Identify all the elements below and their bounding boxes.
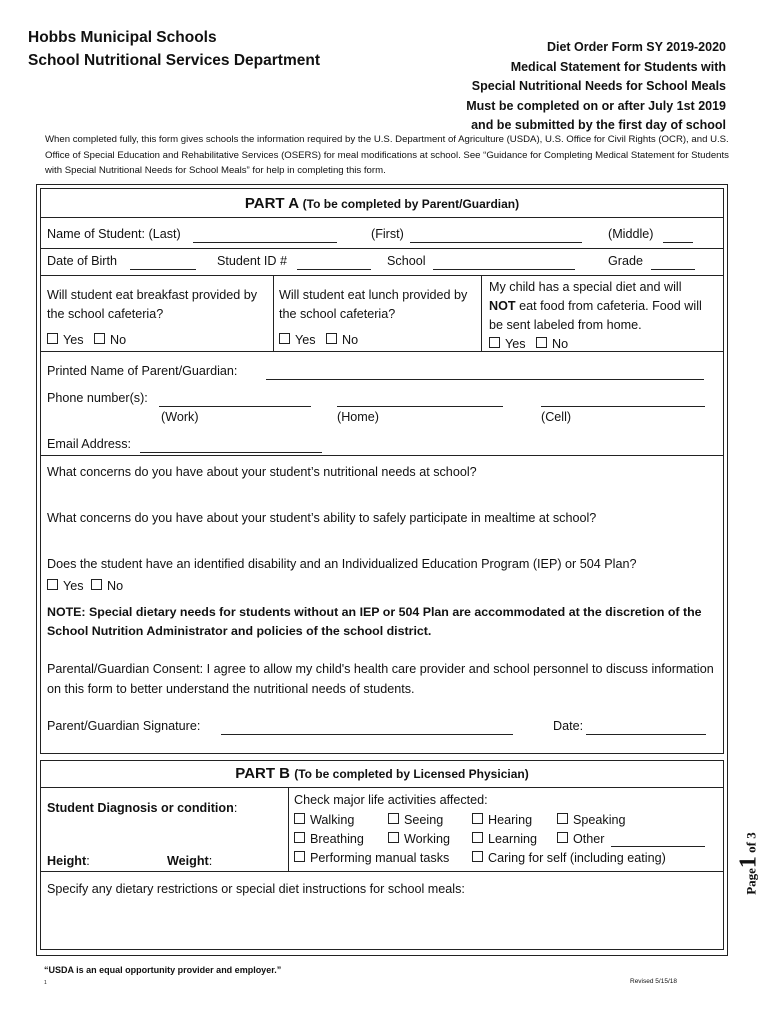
part-b-header [41,765,723,782]
special-diet-no-label: No [552,337,569,351]
activity-other: Other [557,832,605,846]
iep-question: Does the student have an identified disability and an Individualized Education Program (IEP) or 504 Plan? [47,557,637,571]
manual-tasks-checkbox[interactable] [294,851,305,862]
cell-phone-field[interactable] [541,406,705,407]
other-activity-field[interactable] [611,846,705,847]
email-field[interactable] [140,452,322,453]
home-label: (Home) [337,410,379,424]
breakfast-yes-label: Yes [63,333,84,347]
caring-for-self-checkbox[interactable] [472,851,483,862]
height-label: Height: [47,854,90,868]
activity-speaking: Speaking [557,813,626,827]
lunch-yes-checkbox[interactable] [279,333,290,344]
activity-walking: Walking [294,813,354,827]
activity-caring-for-self: Caring for self (including eating) [472,851,666,865]
nutritional-concerns-question: What concerns do you have about your student’s nutritional needs at school? [47,465,477,479]
iep-yes-label: Yes [63,579,84,593]
signature-field[interactable] [221,734,513,735]
student-id-label: Student ID # [217,254,288,268]
part-b-section [40,760,724,950]
date-label: Date: [553,719,584,733]
work-phone-field[interactable] [159,406,311,407]
school-field[interactable] [433,269,575,270]
special-diet-question [489,278,707,335]
lunch-no-label: No [342,333,359,347]
weight-label: Weight: [167,854,213,868]
breakfast-question: Will student eat breakfast provided by the school cafeteria? [47,288,258,321]
part-a-section [40,188,724,754]
phone-label: Phone number(s): [47,391,148,405]
date-field[interactable] [586,734,706,735]
breathing-checkbox[interactable] [294,832,305,843]
title-line-5: and be submitted by the first day of school [471,118,726,132]
org-line-2: School Nutritional Services Department [28,52,320,69]
usda-statement: “USDA is an equal opportunity provider and employer.” [44,965,282,975]
part-b-subtitle: (To be completed by Licensed Physician) [294,767,529,781]
other-checkbox[interactable] [557,832,568,843]
form-title [466,38,726,136]
special-diet-options [489,337,568,351]
parent-name-label: Printed Name of Parent/Guardian: [47,364,238,378]
part-a-title: PART A [244,195,299,212]
student-middle-name-label: (Middle) [608,227,654,241]
special-diet-part-2: eat food from cafeteria. Food will be sent labeled from home. [489,299,702,332]
activity-breathing: Breathing [294,832,364,846]
hearing-checkbox[interactable] [472,813,483,824]
breakfast-yes-checkbox[interactable] [47,333,58,344]
title-line-1: Diet Order Form SY 2019-2020 [546,40,726,54]
grade-field[interactable] [651,269,695,270]
form-frame [36,184,728,956]
activity-learning: Learning [472,832,537,846]
title-line-2: Medical Statement for Students with [510,59,726,74]
footer-small-mark: 1 [44,980,47,986]
special-diet-yes-label: Yes [505,337,526,351]
student-last-name-label: Name of Student: (Last) [47,227,181,241]
home-phone-field[interactable] [337,406,503,407]
part-a-subtitle: (To be completed by Parent/Guardian) [302,197,520,211]
dob-label: Date of Birth [47,254,117,268]
breakfast-no-label: No [110,333,127,347]
title-line-3: Special Nutritional Needs for School Meals [471,79,726,93]
org-name [28,26,320,72]
iep-yes-checkbox[interactable] [47,579,58,590]
revised-date: Revised 5/15/18 [630,978,677,985]
part-b-title: PART B [235,765,291,782]
student-last-name-field[interactable] [193,242,337,243]
activity-seeing: Seeing [388,813,443,827]
seeing-checkbox[interactable] [388,813,399,824]
walking-checkbox[interactable] [294,813,305,824]
student-first-name-label: (First) [371,227,404,241]
lunch-options [279,333,358,347]
speaking-checkbox[interactable] [557,813,568,824]
special-diet-yes-checkbox[interactable] [489,337,500,348]
lunch-yes-label: Yes [295,333,316,347]
learning-checkbox[interactable] [472,832,483,843]
iep-options [47,579,123,593]
page-number [734,820,764,910]
title-line-4: Must be completed on or after July 1st 2019 [466,98,726,113]
intro-paragraph: When completed fully, this form gives schools the information required by the U.S. Department of Agriculture (USDA), U.S. Office for Civil Rights (OCR), and U.S. Office of Special Education and Rehabilitative Services (OSERS) for meal modifications at school. See “Guidance for Completing Medical Statement for Students with Special Nutritional Needs for School Meals” for help in completing this form. [45,134,729,176]
grade-label: Grade [608,254,644,268]
special-diet-no-checkbox[interactable] [536,337,547,348]
breakfast-options [47,333,126,347]
page-current: 1 [735,856,762,869]
org-line-1: Hobbs Municipal Schools [28,29,217,46]
parent-name-field[interactable] [266,379,704,380]
school-label: School [387,254,426,268]
dietary-restrictions-label: Specify any dietary restrictions or special diet instructions for school meals: [47,882,465,896]
iep-no-checkbox[interactable] [91,579,102,590]
iep-note: NOTE: Special dietary needs for students without an IEP or 504 Plan are accommodated at the discretion of the School Nutrition Administrator and policies of the school district. [47,605,702,638]
lunch-question: Will student eat lunch provided by the school cafeteria? [279,288,468,321]
consent-statement: Parental/Guardian Consent: I agree to allow my child's health care provider and school personnel to discuss information on this form to better understand the nutritional needs of students. [47,662,714,696]
part-a-header [41,195,723,212]
activities-label: Check major life activities affected: [294,793,488,807]
student-id-field[interactable] [297,269,371,270]
page-word: Page [743,868,759,895]
lunch-no-checkbox[interactable] [326,333,337,344]
activity-hearing: Hearing [472,813,532,827]
student-first-name-field[interactable] [410,242,582,243]
page-total: of 3 [743,832,759,853]
special-diet-part-1: My child has a special diet and will [489,280,682,294]
cell-label: (Cell) [541,410,572,424]
signature-label: Parent/Guardian Signature: [47,719,201,733]
student-middle-name-field[interactable] [663,242,693,243]
email-label: Email Address: [47,437,131,451]
iep-no-label: No [107,579,124,593]
work-label: (Work) [161,410,199,424]
special-diet-not: NOT [489,299,516,313]
breakfast-no-checkbox[interactable] [94,333,105,344]
mealtime-concerns-question: What concerns do you have about your student’s ability to safely participate in mealtime at school? [47,511,597,525]
activity-working: Working [388,832,450,846]
diagnosis-label: Student Diagnosis or condition: [47,801,238,815]
dob-field[interactable] [130,269,196,270]
working-checkbox[interactable] [388,832,399,843]
activity-manual-tasks: Performing manual tasks [294,851,449,865]
